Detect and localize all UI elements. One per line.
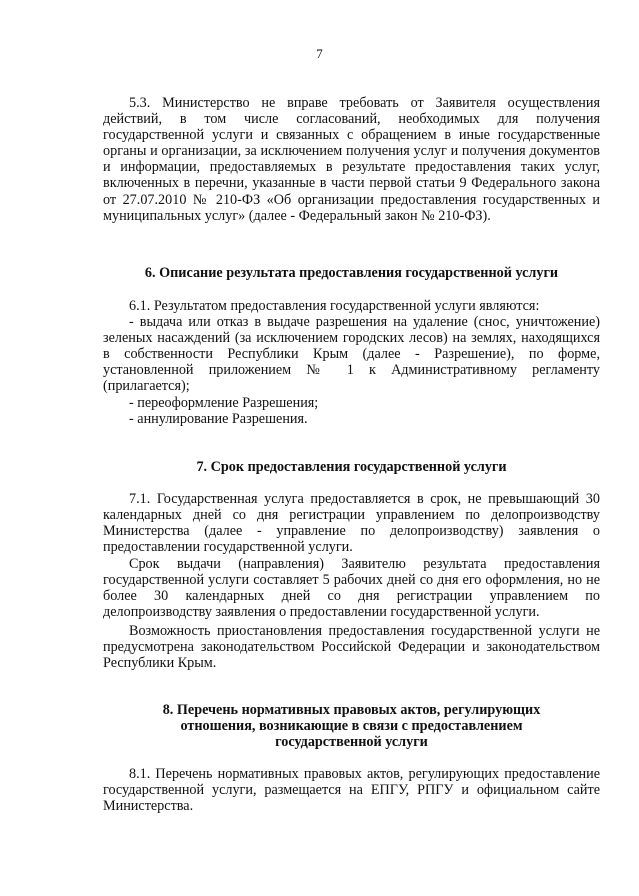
section-8-heading: [103, 702, 600, 750]
paragraph-7-3: Возможность приостановления предоставления государственной услуги не предусмотрена законодательством Российской Федерации и законодательством Республики Крым.: [103, 623, 600, 672]
page-number: 7: [316, 46, 323, 61]
section-6-heading: 6. Описание результата предоставления государственной услуги: [144, 265, 559, 281]
section-8-heading-line-2: отношения, возникающие в связи с предоставлением: [180, 718, 523, 735]
paragraph-7-1: 7.1. Государственная услуга предоставляется в срок, не превышающий 30 календарных дней со дня регистрации управлением по делопроизводству Министерства (далее - управление по делопроизводству) заявления о предоставлении государственной услуги.: [103, 491, 600, 556]
paragraph-8-1: 8.1. Перечень нормативных правовых актов, регулирующих предоставление государственной услуги, размещается на ЕПГУ, РПГУ и официальном сайте Министерства.: [103, 766, 600, 815]
section-8-heading-line-1: 8. Перечень нормативных правовых актов, регулирующих: [162, 702, 541, 718]
paragraph-6-1-item-reissue: - переоформление Разрешения;: [129, 395, 319, 411]
paragraph-6-1: 6.1. Результатом предоставления государственной услуги являются:: [129, 298, 540, 314]
paragraph-6-1-item-cancel: - аннулирование Разрешения.: [129, 411, 308, 427]
paragraph-7-2: Срок выдачи (направления) Заявителю результата предоставления государственной услуги составляет 5 рабочих дней со дня его оформления, но не более 30 календарных дней со дня регистрации управлением по делопроизводству заявления о предоставлении государственной услуги.: [103, 556, 600, 621]
section-8-heading-line-3: государственной услуги: [275, 734, 428, 751]
section-7-heading: 7. Срок предоставления государственной услуги: [196, 459, 507, 475]
paragraph-6-1-item-permit: - выдача или отказ в выдаче разрешения на удаление (снос, уничтожение) зеленых насаждений (за исключением городских лесов) на землях, находящихся в собственности Республики Крым (далее - Разрешение), по форме, установленной приложением № 1 к Административному регламенту (прилагается);: [103, 314, 600, 395]
paragraph-5-3: 5.3. Министерство не вправе требовать от Заявителя осуществления действий, в том числе согласований, необходимых для получения государственной услуги и связанных с обращением в иные государственные органы и организации, за исключением получения услуг и получения документов и информации, предоставляемых в результате предоставления таких услуг, включенных в перечни, указанные в части первой статьи 9 Федерального закона от 27.07.2010 № 210-ФЗ «Об организации предоставления государственных и муниципальных услуг» (далее - Федеральный закон № 210-ФЗ).: [103, 95, 600, 224]
